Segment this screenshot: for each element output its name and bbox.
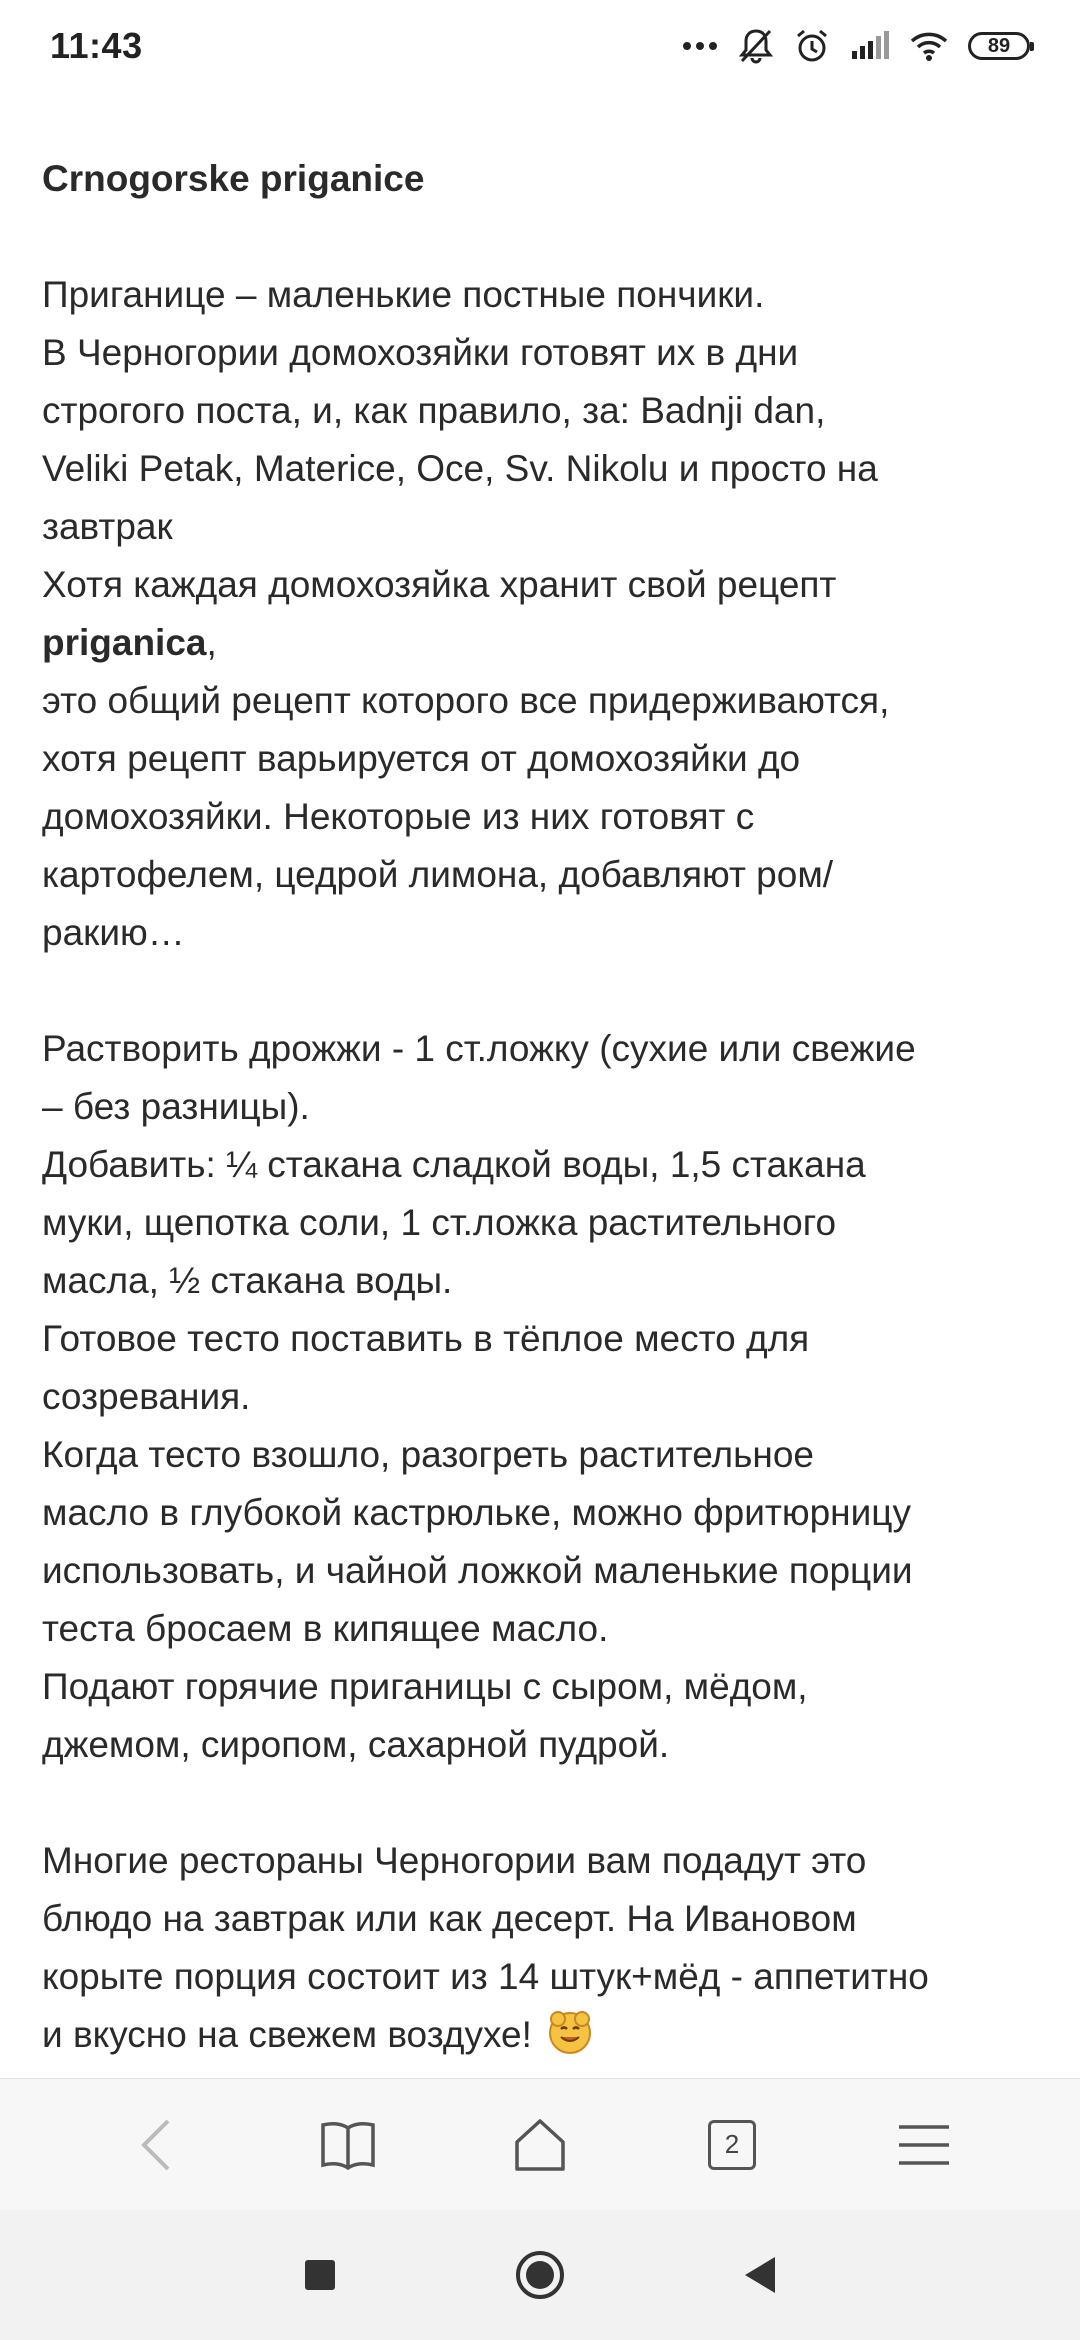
muted-bell-icon: [738, 27, 774, 65]
home-icon: [511, 2116, 569, 2174]
browser-toolbar: [0, 2078, 1080, 2210]
article-content: [42, 150, 1042, 2075]
paragraph-line: масла, ½ стакана воды.: [42, 1260, 453, 1301]
wifi-icon: [910, 31, 948, 61]
paragraph-line: Добавить: ¼ стакана сладкой воды, 1,5 стакана: [42, 1144, 866, 1185]
book-icon: [319, 2120, 377, 2170]
paragraph-line: [42, 614, 1042, 672]
paragraph-line: Многие рестораны Черногории вам подадут это: [42, 1840, 867, 1881]
system-home-button[interactable]: [505, 2240, 575, 2310]
last-line-text: и вкусно на свежем воздухе!: [42, 2014, 532, 2055]
paragraph-line: джемом, сиропом, сахарной пудрой.: [42, 1724, 670, 1765]
status-time: 11:43: [50, 25, 143, 66]
paragraph-line: использовать, и чайной ложкой маленькие порции: [42, 1550, 913, 1591]
paragraph-line: Растворить дрожжи - 1 ст.ложку (сухие или свежие: [42, 1028, 916, 1069]
bold-word: priganica: [42, 622, 207, 663]
paragraph-line: [42, 2006, 1042, 2064]
recents-button[interactable]: [285, 2240, 355, 2310]
paragraph-line: – без разницы).: [42, 1086, 310, 1127]
paragraph-line: завтрак: [42, 506, 173, 547]
back-button[interactable]: [111, 2100, 201, 2190]
paragraph-gap: [42, 1774, 1042, 1832]
bookmarks-button[interactable]: [303, 2100, 393, 2190]
paragraph-gap: [42, 962, 1042, 1020]
paragraph-line: созревания.: [42, 1376, 251, 1417]
paragraph-line: хотя рецепт варьируется от домохозяйки до: [42, 738, 801, 779]
triangle-back-icon: [741, 2255, 779, 2295]
paragraph-line: Хотя каждая домохозяйка хранит свой рецепт: [42, 564, 837, 605]
paragraph-line: Приганице – маленькие постные пончики.: [42, 274, 765, 315]
tabs-count: 2: [708, 2120, 756, 2170]
menu-button[interactable]: [879, 2100, 969, 2190]
more-dots-icon: [682, 40, 718, 52]
status-icons: [682, 27, 1030, 65]
paragraph-line: ракию…: [42, 912, 185, 953]
back-arrow-icon: [136, 2117, 176, 2173]
article-title: Crnogorske priganice: [42, 158, 425, 199]
paragraph-line: теста бросаем в кипящее масло.: [42, 1608, 609, 1649]
alarm-icon: [794, 27, 830, 65]
circle-icon: [514, 2249, 566, 2301]
paragraph-line: это общий рецепт которого все придерживаются,: [42, 680, 890, 721]
system-nav-bar: [0, 2210, 1080, 2340]
smile-emoji-icon: [544, 2007, 596, 2055]
paragraph-line: домохозяйки. Некоторые из них готовят с: [42, 796, 755, 837]
paragraph-line: блюдо на завтрак или как десерт. На Ивановом: [42, 1898, 857, 1939]
paragraph-line: муки, щепотка соли, 1 ст.ложка растительного: [42, 1202, 837, 1243]
home-button[interactable]: [495, 2100, 585, 2190]
paragraph-line: Veliki Petak, Materice, Oce, Sv. Nikolu и просто на: [42, 448, 878, 489]
paragraph-line: картофелем, цедрой лимона, добавляют ром/: [42, 854, 834, 895]
battery-icon: 89: [968, 32, 1030, 60]
paragraph-line: масло в глубокой кастрюльке, можно фритюрницу: [42, 1492, 911, 1533]
bold-word-tail: ,: [206, 622, 217, 663]
paragraph-line: Подают горячие приганицы с сыром, мёдом,: [42, 1666, 808, 1707]
paragraph-line: Готовое тесто поставить в тёплое место для: [42, 1318, 810, 1359]
system-back-button[interactable]: [725, 2240, 795, 2310]
square-icon: [303, 2258, 337, 2292]
hamburger-menu-icon: [897, 2123, 951, 2167]
paragraph-line: Когда тесто взошло, разогреть растительное: [42, 1434, 814, 1475]
status-bar: [0, 0, 1080, 92]
paragraph-line: строгого поста, и, как правило, за: Badnji dan,: [42, 390, 826, 431]
signal-icon: [850, 31, 890, 61]
paragraph-line: корыте порция состоит из 14 штук+мёд - аппетитно: [42, 1956, 929, 1997]
paragraph-line: В Черногории домохозяйки готовят их в дни: [42, 332, 799, 373]
tabs-button[interactable]: [687, 2100, 777, 2190]
